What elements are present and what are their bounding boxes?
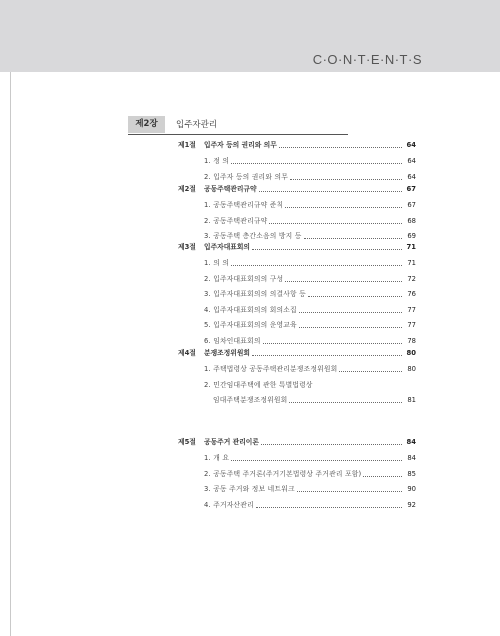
dot-leader [231,460,402,461]
chapter-number: 제2장 [128,116,165,133]
toc-item-label: 2. 공동주택관리규약 [204,216,268,225]
toc-item-label: 임대주택분쟁조정위원회 [213,396,288,405]
toc-section-label [178,347,250,359]
toc-item-row[interactable] [204,468,416,480]
dot-leader [299,312,402,313]
dot-leader [259,191,402,192]
toc-item-row[interactable] [204,319,416,331]
toc-page-number: 71 [407,259,416,267]
toc-item-label: 4. 주거자산관리 [204,500,254,509]
toc-page-number: 76 [407,290,416,299]
toc-page-number: 84 [407,454,416,462]
toc-page-number: 69 [407,232,416,241]
toc-page-number: 77 [407,321,416,330]
toc-page-number: 64 [407,172,416,181]
toc-page-number: 85 [407,469,416,478]
toc-item-row[interactable] [213,394,416,406]
toc-item-label: 1. 주택법령상 공동주택관리분쟁조정위원회 [204,365,338,373]
dot-leader [285,281,402,282]
contents-heading: C·O·N·T·E·N·T·S [312,52,422,67]
toc-page-number: 92 [407,500,416,509]
toc-section-title: 입주자대표회의 [204,243,250,251]
toc-section-label [178,241,250,253]
toc-item-label: 6. 임차인대표회의 [204,337,261,345]
toc-item-row[interactable] [204,363,416,375]
chapter-heading [128,116,348,134]
toc-section-row[interactable] [178,241,416,253]
toc-item-label: 3. 공동주택 층간소음의 방지 등 [204,232,302,241]
dot-leader [363,476,402,477]
toc-section-title: 공동주택관리규약 [204,185,257,193]
toc-section-row[interactable] [178,183,416,195]
dot-leader [289,402,402,403]
toc-item-label: 2. 공동주택 주거론(주거기본법령상 주거관리 포함) [204,469,362,478]
toc-item-label: 1. 공동주택관리규약 준칙 [204,201,284,209]
toc-page-number: 80 [407,365,416,373]
dot-leader [297,491,402,492]
dot-leader [290,179,402,180]
dot-leader [279,147,402,148]
dot-leader [252,249,402,250]
toc-item-row[interactable] [204,379,416,391]
toc-item-row[interactable] [204,171,416,183]
toc-item-row[interactable] [204,215,416,227]
toc-item-label: 1. 정 의 [204,157,230,165]
dot-leader [308,296,402,297]
toc-section-number: 제5절 [178,438,196,446]
toc-page-number: 71 [406,243,416,251]
dot-leader [263,343,402,344]
header-band [0,0,500,72]
toc-page-number: 81 [407,396,416,405]
dot-leader [261,444,402,445]
toc-section-label [178,183,257,195]
dot-leader [339,371,402,372]
toc-section-number: 제1절 [178,141,196,149]
toc-item-row[interactable] [204,288,416,300]
toc-item-label: 5. 입주자대표회의의 운영교육 [204,321,297,330]
toc-page-number: 72 [407,274,416,283]
toc-item-label: 2. 민간임대주택에 관한 특별법령상 [204,380,313,389]
toc-item-row[interactable] [204,452,416,464]
toc-section-title: 분쟁조정위원회 [204,349,250,357]
toc-section-label [178,139,277,151]
toc-section-row[interactable] [178,347,416,359]
toc-item-row[interactable] [204,257,416,269]
toc-section-number: 제2절 [178,185,196,193]
dot-leader [231,265,402,266]
toc-item-row[interactable] [204,483,416,495]
toc-item-row[interactable] [204,499,416,511]
toc-item-row[interactable] [204,335,416,347]
toc-item-row[interactable] [204,199,416,211]
toc-item-label: 3. 공동 주거와 정보 네트워크 [204,485,295,494]
toc-item-row[interactable] [204,155,416,167]
chapter-underline [128,134,348,135]
toc-page-number: 78 [407,337,416,345]
toc-item-label: 4. 입주자대표회의의 회의소집 [204,305,297,314]
toc-page-number: 64 [406,141,416,149]
toc-section-row[interactable] [178,436,416,448]
toc-page-number: 90 [407,485,416,494]
toc-item-label: 2. 입주자대표회의의 구성 [204,274,284,283]
toc-item-label: 1. 의 의 [204,259,230,267]
toc-section-title: 입주자 등의 권리와 의무 [204,141,277,149]
dot-leader [304,238,402,239]
toc-page-number: 84 [406,438,416,446]
toc-page-number: 77 [407,305,416,314]
dot-leader [252,355,402,356]
toc-page-number: 67 [407,201,416,209]
toc-section-title: 공동주거 관리이론 [204,438,259,446]
dot-leader [299,327,402,328]
toc-page-number: 64 [407,157,416,165]
dot-leader [285,207,402,208]
toc-section-label [178,436,259,448]
toc-page-number: 67 [406,185,416,193]
toc-section-number: 제3절 [178,243,196,251]
toc-item-label: 1. 개 요 [204,454,230,462]
toc-item-label: 2. 입주자 등의 권리와 의무 [204,172,288,181]
dot-leader [256,507,402,508]
toc-item-row[interactable] [204,304,416,316]
toc-section-number: 제4절 [178,349,196,357]
toc-page-number: 68 [407,216,416,225]
toc-item-row[interactable] [204,273,416,285]
toc-item-label: 3. 입주자대표회의의 의결사항 등 [204,290,306,299]
dot-leader [269,223,402,224]
toc-section-row[interactable] [178,139,416,151]
chapter-title: 입주자관리 [176,120,218,130]
page-edge-rule [10,72,11,636]
dot-leader [231,163,402,164]
toc-page-number: 80 [406,349,416,357]
